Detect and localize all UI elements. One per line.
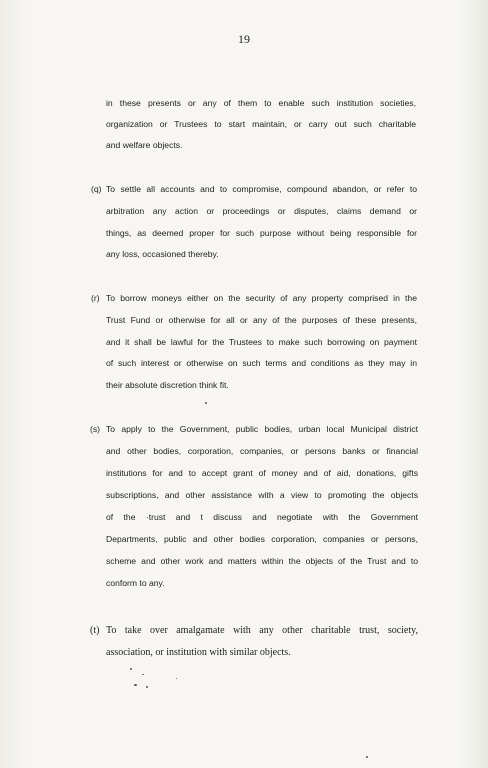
clause-line: arbitration any action or proceedings or disputes, claims demand or	[106, 206, 417, 216]
intro-line: organization or Trustees to start maintain, or carry out such charitable	[106, 119, 416, 129]
clause-marker: (q)	[91, 184, 102, 194]
clause-marker: (t)	[90, 625, 100, 636]
clause-line: their absolute discretion think fit.	[106, 380, 229, 390]
scan-speck	[142, 674, 144, 675]
scan-speck	[366, 756, 368, 758]
clause-line: association, or institution with similar objects.	[106, 647, 291, 658]
clause-line: conform to any.	[106, 578, 165, 588]
page-number: 19	[238, 32, 250, 46]
scan-speck	[130, 668, 132, 670]
clause-line: Trust Fund or otherwise for all or any of the purposes of these presents,	[106, 315, 417, 325]
scan-speck	[176, 678, 177, 679]
clause-line: To apply to the Government, public bodies, urban local Municipal district	[106, 424, 418, 434]
clause-line: of the ·trust and t discuss and negotiate with the Government	[106, 512, 418, 522]
scan-speck	[205, 402, 207, 404]
scan-speck	[146, 686, 148, 688]
clause-line: To borrow moneys either on the security of any property comprised in the	[106, 293, 417, 303]
clause-marker: (r)	[91, 293, 100, 303]
intro-line: in these presents or any of them to enable such institution societies,	[106, 98, 416, 108]
clause-line: scheme and other work and matters within the objects of the Trust and to	[106, 556, 418, 566]
clause-line: any loss, occasioned thereby.	[106, 249, 219, 259]
clause-marker: (s)	[90, 424, 101, 434]
clause-line: To settle all accounts and to compromise, compound abandon, or refer to	[106, 184, 417, 194]
clause-line: subscriptions, and other assistance with a view to promoting the objects	[106, 490, 418, 500]
intro-line: and welfare objects.	[106, 140, 183, 150]
clause-line: things, as deemed proper for such purpose without being responsible for	[106, 228, 417, 238]
clause-line: of such interest or otherwise on such terms and conditions as they may in	[106, 358, 417, 368]
clause-line: To take over amalgamate with any other charitable trust, society,	[106, 625, 418, 636]
scan-speck	[134, 684, 137, 686]
clause-line: institutions for and to accept grant of money and of aid, donations, gifts	[106, 468, 418, 478]
clause-line: Departments, public and other bodies corporation, companies or persons,	[106, 534, 418, 544]
clause-line: and it shall be lawful for the Trustees to make such borrowing on payment	[106, 337, 417, 347]
clause-line: and other bodies, corporation, companies, or persons banks or financial	[106, 446, 418, 456]
